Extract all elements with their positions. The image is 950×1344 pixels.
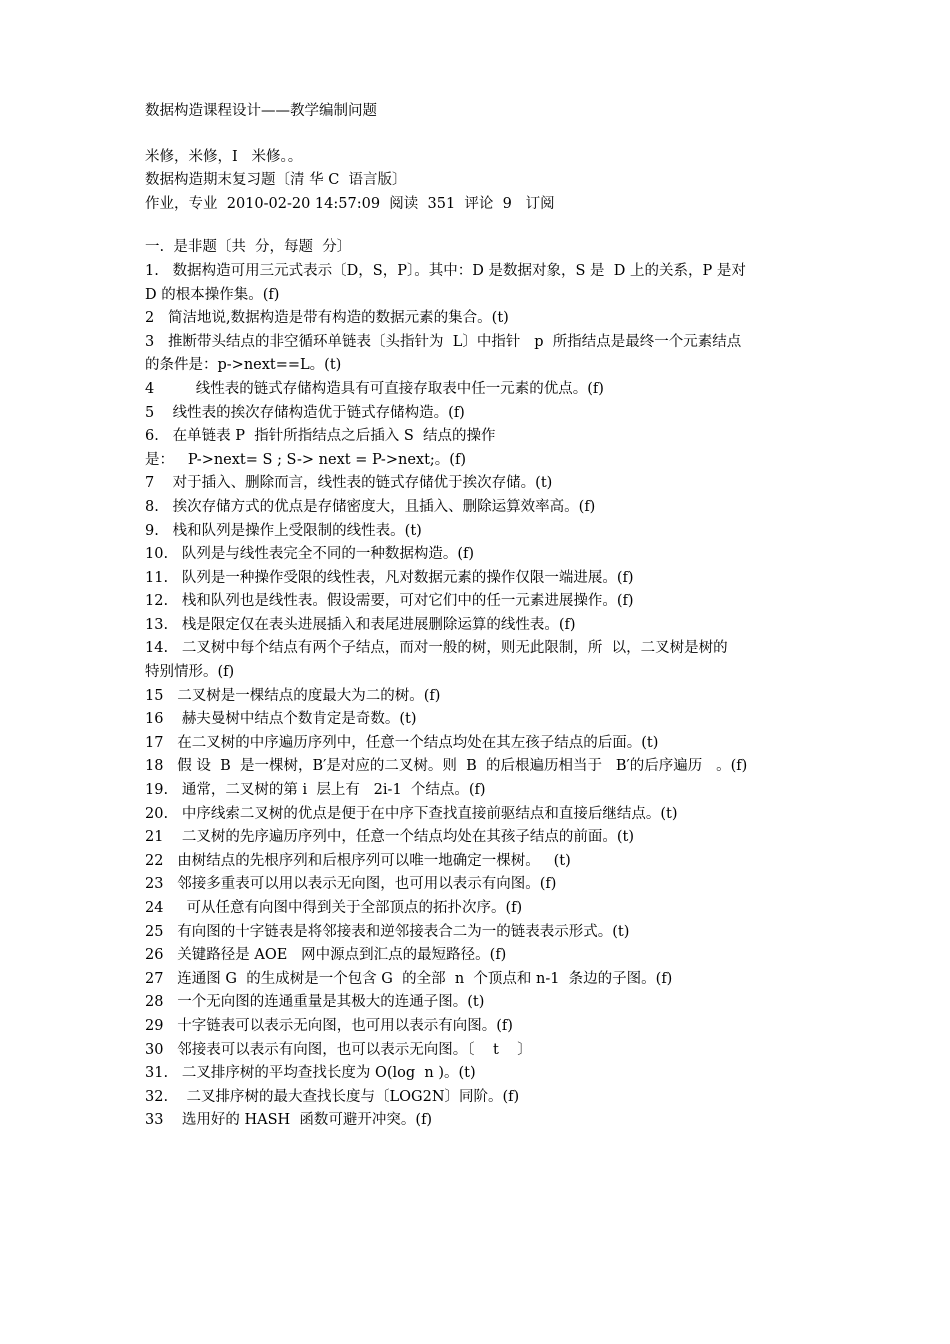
question-list — [145, 260, 835, 1133]
question-line: 33 选用好的 HASH 函数可避开冲突。(f) — [145, 1112, 433, 1129]
question-line: 9. 栈和队列是操作上受限制的线性表。(t) — [145, 522, 422, 539]
question-line: 22 由树结点的先根序列和后根序列可以唯一地确定一棵树。 (t) — [145, 852, 571, 869]
question-line: 11. 队列是一种操作受限的线性表，凡对数据元素的操作仅限一端进展。(f) — [145, 569, 634, 586]
question-line: D 的根本操作集。(f) — [145, 286, 280, 303]
question-line: 3 推断带头结点的非空循环单链表〔头指针为 L〕中指针 p 所指结点是最终一个元素结点 — [145, 333, 742, 350]
question-line: 8. 挨次存储方式的优点是存储密度大，且插入、删除运算效率高。(f) — [145, 498, 596, 515]
question-line: 12. 栈和队列也是线性表。假设需要，可对它们中的任一元素进展操作。(f) — [145, 593, 634, 610]
question-line: 28 一个无向图的连通重量是其极大的连通子图。(t) — [145, 994, 485, 1011]
question-line: 13. 栈是限定仅在表头进展插入和表尾进展删除运算的线性表。(f) — [145, 616, 576, 633]
question-line: 18 假 设 B 是一棵树，B′是对应的二叉树。则 B 的后根遍历相当于 B′的后序遍历 。(f) — [145, 758, 748, 775]
subtitle: 数据构造期末复习题〔清 华 C 语言版〕 — [145, 172, 407, 189]
question-line: 31. 二叉排序树的平均查找长度为 O(log n )。(t) — [145, 1065, 476, 1082]
question-line: 的条件是：p->next==L。(t) — [145, 357, 342, 374]
question-line: 4 线性表的链式存储构造具有可直接存取表中任一元素的优点。(f) — [145, 380, 604, 397]
question-line: 15 二叉树是一棵结点的度最大为二的树。(f) — [145, 687, 441, 704]
spacer — [145, 216, 835, 236]
question-line: 23 邻接多重表可以用以表示无向图，也可用以表示有向图。(f) — [145, 876, 557, 893]
question-line: 7 对于插入、删除而言，线性表的链式存储优于挨次存储。(t) — [145, 475, 553, 492]
question-line: 30 邻接表可以表示有向图，也可以表示无向图。〔 t 〕 — [145, 1041, 532, 1058]
question-line: 24 可从任意有向图中得到关于全部顶点的拓扑次序。(f) — [145, 900, 523, 916]
question-line: 26 关键路径是 AOE 网中源点到汇点的最短路径。(f) — [145, 947, 507, 964]
meta-line: 作业，专业 2010-02-20 14:57:09 阅读 351 评论 9 订阅 — [145, 195, 555, 212]
question-line: 特别情形。(f) — [145, 664, 235, 681]
question-line: 17 在二叉树的中序遍历序列中，任意一个结点均处在其左孩子结点的后面。(t) — [145, 734, 659, 751]
document-content — [145, 100, 835, 1133]
question-line: 20. 中序线索二叉树的优点是便于在中序下查找直接前驱结点和直接后继结点。(t) — [145, 805, 678, 822]
question-line: 19. 通常，二叉树的第 i 层上有 2i-1 个结点。(f) — [145, 782, 486, 799]
question-line: 14. 二叉树中每个结点有两个子结点，而对一般的树，则无此限制，所 以，二叉树是树的 — [145, 640, 728, 657]
question-line: 10. 队列是与线性表完全不同的一种数据构造。(f) — [145, 546, 475, 563]
document-title: 数据构造课程设计——教学编制问题 — [145, 103, 377, 119]
question-line: 21 二叉树的先序遍历序列中，任意一个结点均处在其孩子结点的前面。(t) — [145, 829, 635, 846]
question-line: 27 连通图 G 的生成树是一个包含 G 的全部 n 个顶点和 n-1 条边的子图。(f) — [145, 970, 673, 987]
spacer — [145, 124, 835, 146]
author-line: 米修，米修，I 米修。。 — [145, 148, 303, 165]
question-line: 25 有向图的十字链表是将邻接表和逆邻接表合二为一的链表表示形式。(t) — [145, 923, 630, 940]
question-line: 32. 二叉排序树的最大查找长度与〔LOG2N〕同阶。(f) — [145, 1088, 520, 1105]
question-line: 是： P->next= S ; S-> next = P->next;。(f) — [145, 451, 466, 468]
question-line: 2 简洁地说,数据构造是带有构造的数据元素的集合。(t) — [145, 310, 509, 327]
question-line: 29 十字链表可以表示无向图，也可用以表示有向图。(f) — [145, 1017, 513, 1034]
question-line: 16 赫夫曼树中结点个数肯定是奇数。(t) — [145, 711, 417, 728]
question-line: 6. 在单链表 P 指针所指结点之后插入 S 结点的操作 — [145, 428, 496, 445]
question-line: 1. 数据构造可用三元式表示〔D，S，P〕。其中：D 是数据对象，S 是 D 上的关系，P 是对 — [145, 262, 746, 279]
section-heading: 一. 是非题〔共 分，每题 分〕 — [145, 239, 352, 256]
question-line: 5 线性表的挨次存储构造优于链式存储构造。(f) — [145, 404, 465, 421]
